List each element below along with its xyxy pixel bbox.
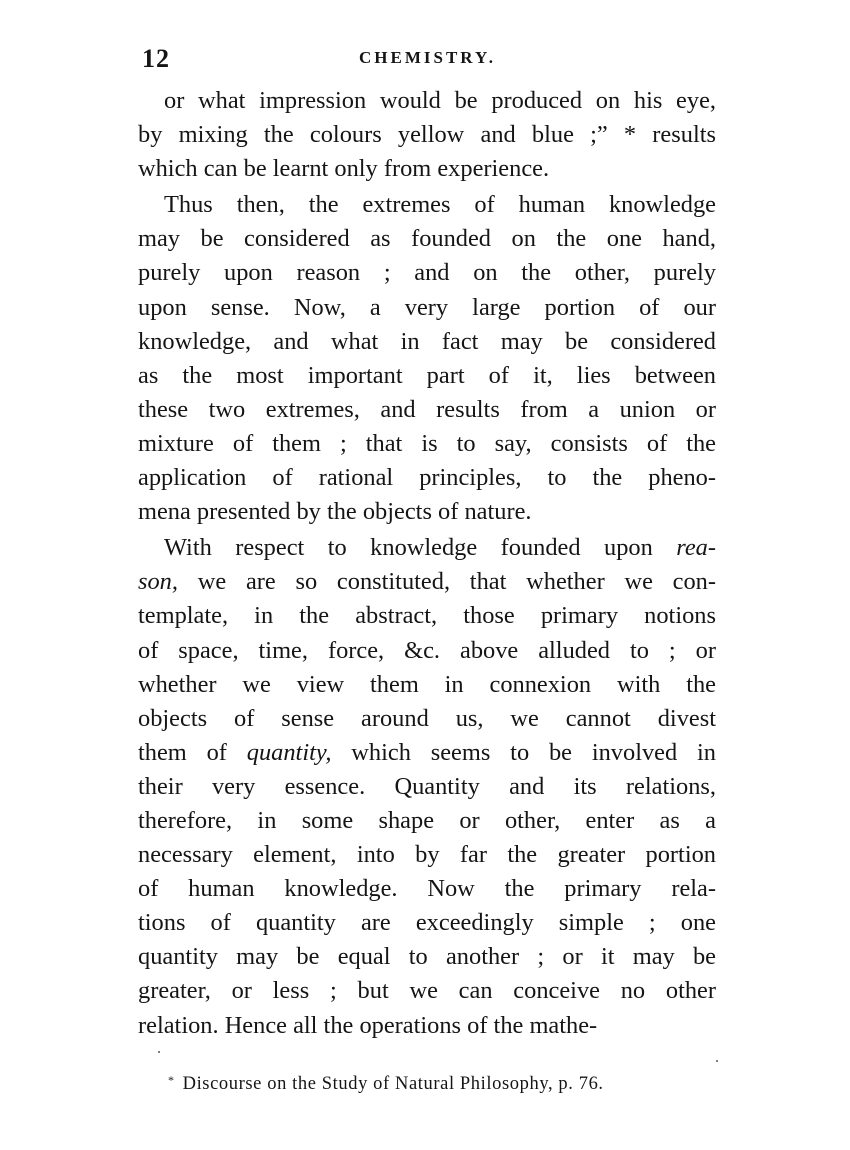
text-line: template, in the abstract, those primary notions (138, 602, 716, 630)
text-line: these two extremes, and results from a union or (138, 395, 716, 423)
text-line (138, 565, 716, 599)
text-line: knowledge, and what in fact may be considered (138, 327, 716, 355)
text-line: or what impression would be produced on his eye, (164, 87, 716, 114)
footnote (168, 1073, 688, 1095)
text-line: of space, time, force, &c. above alluded to ; or (138, 636, 716, 664)
text-line: relation. Hence all the operations of the mathe- (138, 1011, 598, 1039)
paragraph (138, 531, 716, 1042)
text-line: quantity may be equal to another ; or it may be (138, 943, 716, 971)
italic-text: rea- (676, 534, 716, 562)
text-line: application of rational principles, to the pheno- (138, 464, 716, 492)
text-line: Thus then, the extremes of human knowledge (164, 191, 716, 219)
speck-mark (716, 1060, 718, 1062)
text-segment: them of (138, 738, 247, 766)
italic-text: quantity, (246, 738, 332, 766)
text-line: whether we view them in connexion with the (138, 670, 716, 698)
page-header (140, 44, 715, 78)
speck-mark (158, 1051, 160, 1053)
italic-text: son, (138, 568, 178, 596)
footnote-text: Discourse on the Study of Natural Philosophy, p. 76. (182, 1074, 604, 1094)
text-line: of human knowledge. Now the primary rela- (138, 875, 716, 903)
text-line: as the most important part of it, lies between (138, 361, 716, 389)
text-line (138, 531, 716, 565)
text-segment: we are so constituted, that whether we con- (177, 568, 716, 596)
running-head: CHEMISTRY. (359, 48, 496, 67)
text-line: by mixing the colours yellow and blue ;” * results (138, 121, 716, 149)
text-line: therefore, in some shape or other, enter as a (138, 806, 716, 834)
text-line: tions of quantity are exceedingly simple ; one (138, 909, 716, 937)
text-line: their very essence. Quantity and its relations, (138, 772, 716, 800)
text-line: mixture of them ; that is to say, consists of the (138, 429, 716, 457)
body-text (138, 84, 716, 1043)
text-line: objects of sense around us, we cannot divest (138, 704, 716, 732)
page-number: 12 (142, 44, 170, 73)
text-line: greater, or less ; but we can conceive no other (138, 977, 716, 1005)
footnote-mark: * (168, 1073, 175, 1087)
text-line: upon sense. Now, a very large portion of our (138, 293, 716, 321)
text-line: purely upon reason ; and on the other, purely (138, 259, 716, 287)
text-line: which can be learnt only from experience. (138, 155, 550, 183)
text-segment: which seems to be involved in (331, 738, 716, 766)
text-line: may be considered as founded on the one hand, (138, 225, 716, 253)
text-line: necessary element, into by far the greater portion (138, 841, 716, 869)
paragraph (138, 84, 716, 186)
text-line (138, 736, 716, 770)
text-segment: With respect to knowledge founded upon (164, 534, 677, 562)
paragraph (138, 188, 716, 529)
text-line: mena presented by the objects of nature. (138, 498, 532, 526)
